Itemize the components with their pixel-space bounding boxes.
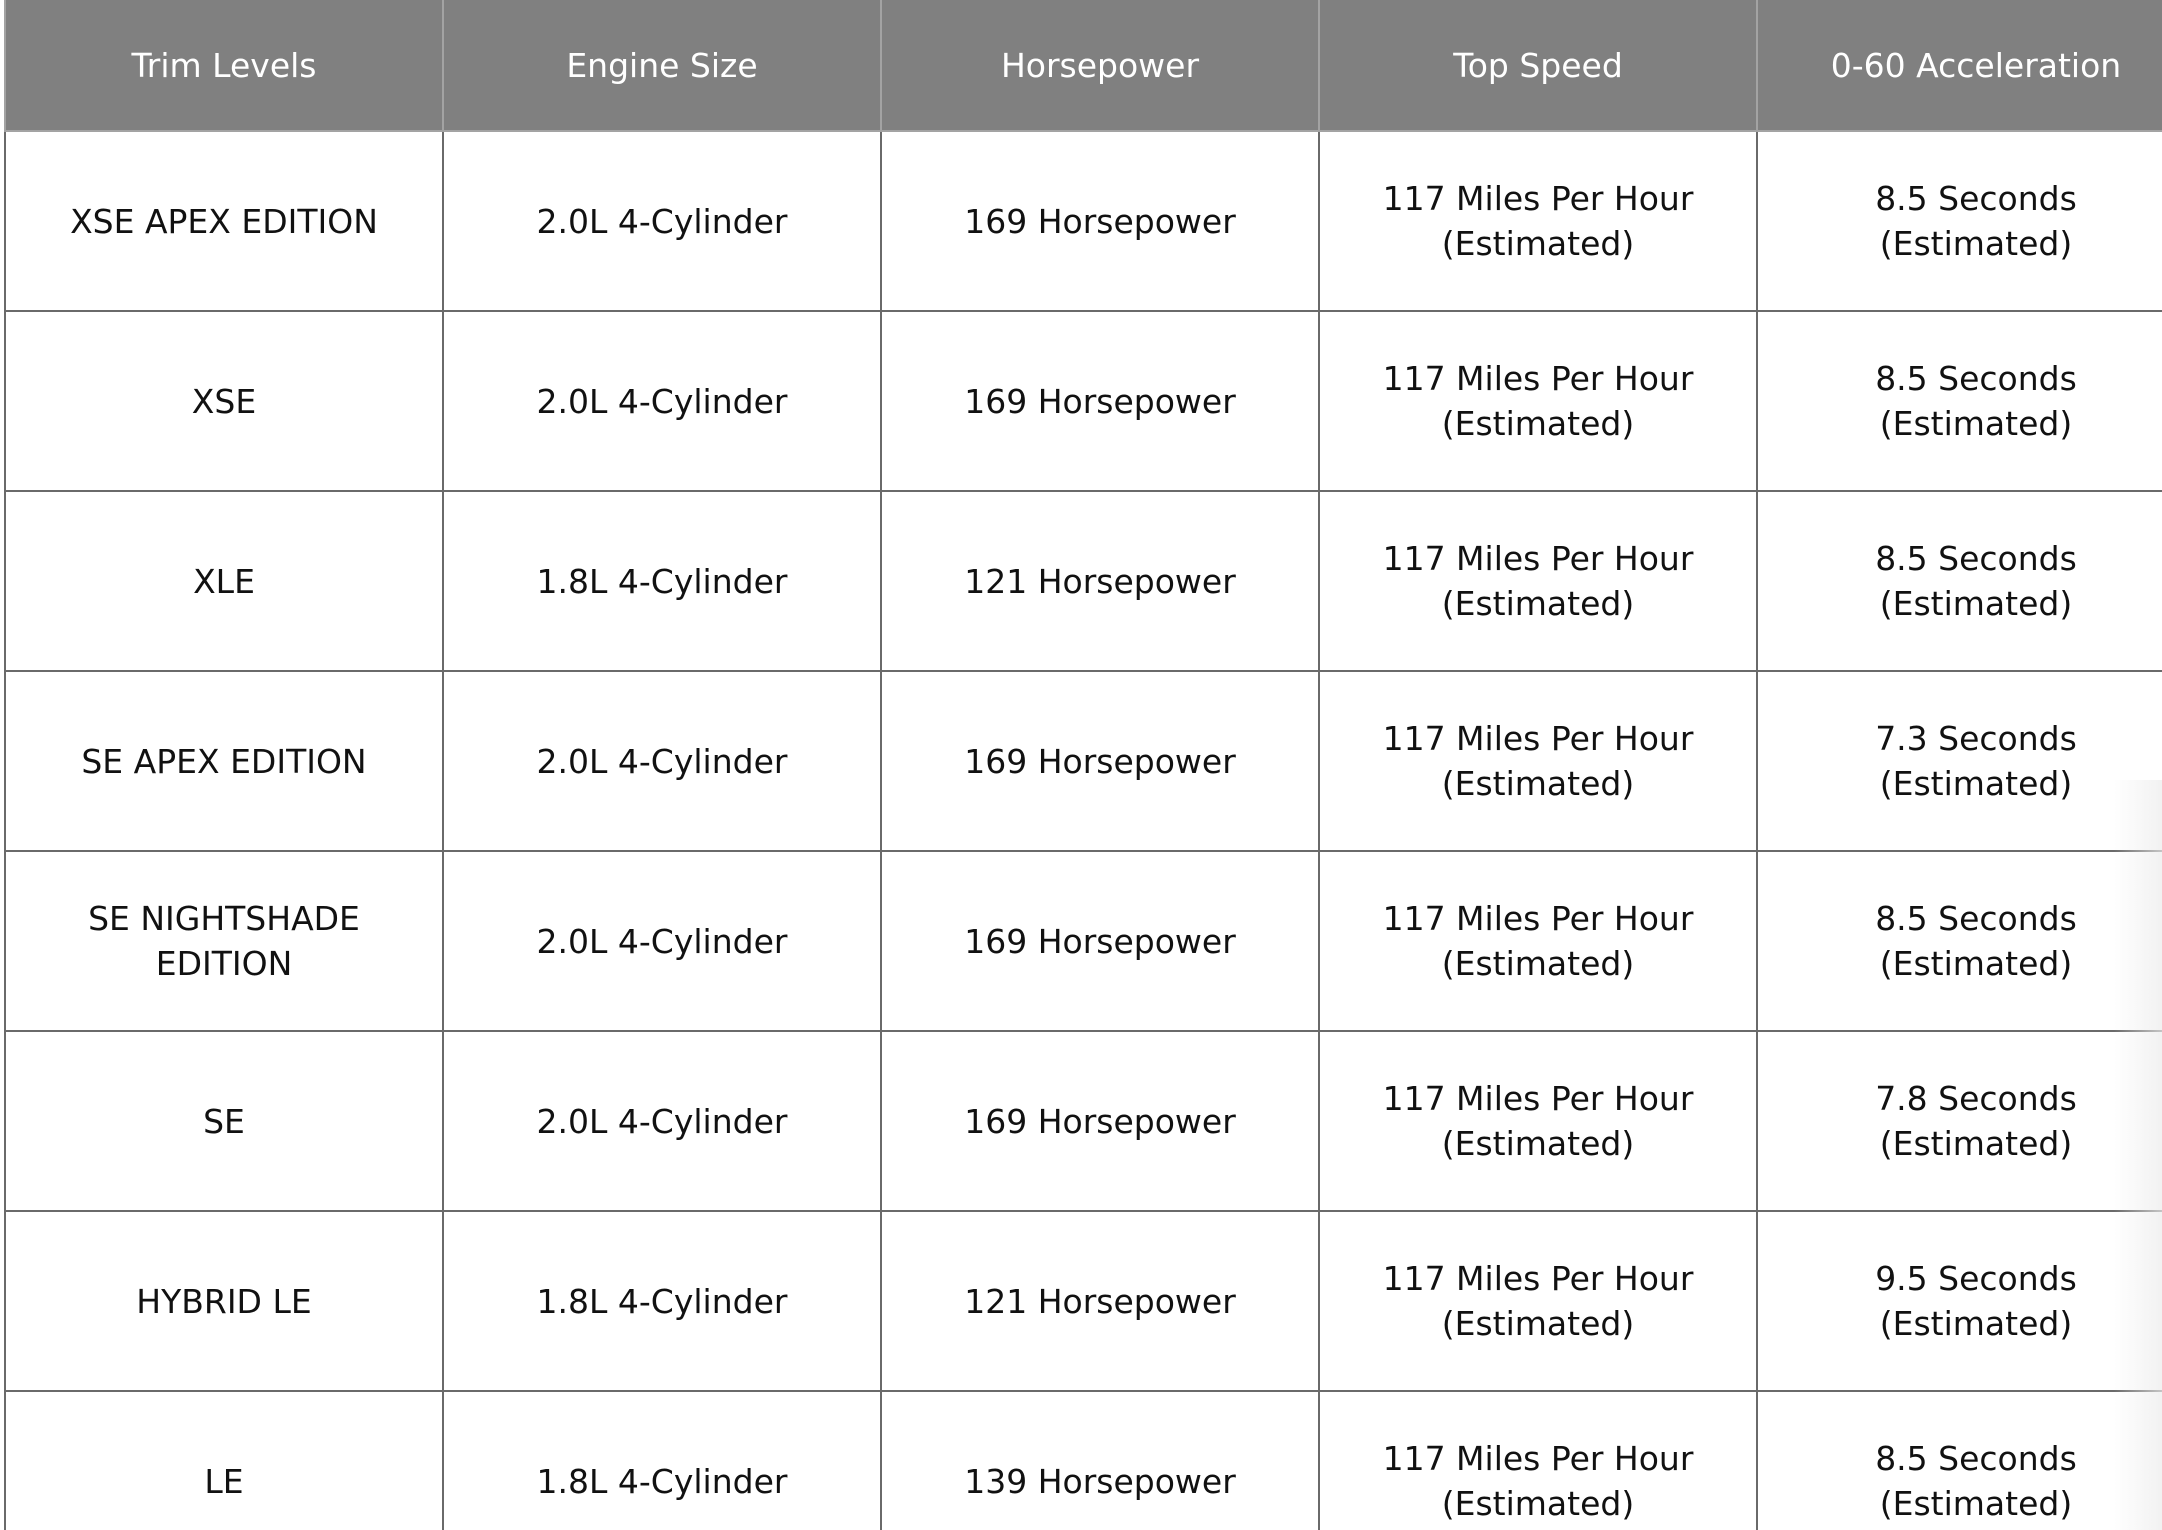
cell-top-speed-text: 117 Miles Per Hour	[1382, 179, 1694, 218]
cell-horsepower	[881, 311, 1319, 491]
header-engine-size: Engine Size	[443, 0, 881, 131]
cell-engine-size	[443, 131, 881, 311]
cell-trim	[5, 1031, 443, 1211]
cell-top-speed-text: (Estimated)	[1441, 404, 1635, 443]
cell-acceleration-text: (Estimated)	[1879, 944, 2073, 983]
cell-top-speed-text: (Estimated)	[1441, 1484, 1635, 1523]
cell-top-speed	[1319, 671, 1757, 851]
cell-engine-size-text: 1.8L 4-Cylinder	[536, 1461, 788, 1501]
cell-engine-size	[443, 1031, 881, 1211]
cell-acceleration-text: 8.5 Seconds	[1875, 539, 2077, 578]
cell-engine-size-text: 2.0L 4-Cylinder	[536, 381, 788, 421]
cell-horsepower-text: 169 Horsepower	[964, 921, 1236, 961]
cell-horsepower-text: 169 Horsepower	[964, 201, 1236, 241]
table-row	[5, 311, 2162, 491]
cell-acceleration	[1757, 311, 2162, 491]
cell-horsepower	[881, 1391, 1319, 1530]
cell-top-speed-text: (Estimated)	[1441, 1304, 1635, 1343]
cell-trim	[5, 1211, 443, 1391]
cell-top-speed-text: (Estimated)	[1441, 584, 1635, 623]
table-row	[5, 851, 2162, 1031]
cell-trim-text: XSE APEX EDITION	[70, 201, 378, 241]
cell-acceleration-text: 8.5 Seconds	[1875, 359, 2077, 398]
table-row	[5, 1391, 2162, 1530]
cell-horsepower-text: 121 Horsepower	[964, 561, 1236, 601]
cell-acceleration-text: (Estimated)	[1879, 224, 2073, 263]
cell-top-speed	[1319, 851, 1757, 1031]
cell-trim	[5, 131, 443, 311]
cell-horsepower	[881, 1031, 1319, 1211]
cell-top-speed-text: 117 Miles Per Hour	[1382, 899, 1694, 938]
cell-trim-text: EDITION	[155, 944, 293, 983]
cell-acceleration-text: (Estimated)	[1879, 1484, 2073, 1523]
cell-acceleration	[1757, 491, 2162, 671]
cell-acceleration	[1757, 1031, 2162, 1211]
cell-engine-size-text: 1.8L 4-Cylinder	[536, 1281, 788, 1321]
cell-trim-text: XSE	[191, 381, 257, 421]
cell-top-speed	[1319, 131, 1757, 311]
cell-top-speed-text: (Estimated)	[1441, 944, 1635, 983]
cell-horsepower-text: 169 Horsepower	[964, 1101, 1236, 1141]
cell-horsepower	[881, 1211, 1319, 1391]
cell-engine-size	[443, 491, 881, 671]
cell-horsepower	[881, 671, 1319, 851]
specs-table	[4, 0, 2162, 1530]
cell-trim	[5, 491, 443, 671]
table-row	[5, 1031, 2162, 1211]
cell-acceleration-text: 8.5 Seconds	[1875, 179, 2077, 218]
cell-acceleration-text: 7.8 Seconds	[1875, 1079, 2077, 1118]
cell-top-speed-text: 117 Miles Per Hour	[1382, 1079, 1694, 1118]
cell-trim	[5, 671, 443, 851]
header-acceleration: 0-60 Acceleration	[1757, 0, 2162, 131]
cell-top-speed	[1319, 311, 1757, 491]
cell-top-speed	[1319, 1031, 1757, 1211]
cell-engine-size	[443, 1391, 881, 1530]
cell-acceleration-text: (Estimated)	[1879, 404, 2073, 443]
cell-horsepower	[881, 491, 1319, 671]
header-trim-levels: Trim Levels	[5, 0, 443, 131]
table-row	[5, 491, 2162, 671]
cell-engine-size	[443, 851, 881, 1031]
cell-acceleration	[1757, 1211, 2162, 1391]
cell-horsepower-text: 139 Horsepower	[964, 1461, 1236, 1501]
table-row	[5, 131, 2162, 311]
cell-trim-text: SE APEX EDITION	[81, 741, 367, 781]
cell-engine-size-text: 2.0L 4-Cylinder	[536, 741, 788, 781]
cell-acceleration-text: (Estimated)	[1879, 1124, 2073, 1163]
cell-acceleration	[1757, 131, 2162, 311]
cell-engine-size	[443, 311, 881, 491]
cell-acceleration-text: 9.5 Seconds	[1875, 1259, 2077, 1298]
cell-acceleration-text: 7.3 Seconds	[1875, 719, 2077, 758]
cell-acceleration-text: 8.5 Seconds	[1875, 899, 2077, 938]
cell-acceleration	[1757, 851, 2162, 1031]
cell-acceleration-text: (Estimated)	[1879, 584, 2073, 623]
cell-acceleration-text: 8.5 Seconds	[1875, 1439, 2077, 1478]
cell-trim-text: XLE	[193, 561, 255, 601]
cell-top-speed-text: 117 Miles Per Hour	[1382, 719, 1694, 758]
header-top-speed: Top Speed	[1319, 0, 1757, 131]
cell-top-speed-text: 117 Miles Per Hour	[1382, 1259, 1694, 1298]
cell-top-speed-text: 117 Miles Per Hour	[1382, 359, 1694, 398]
cell-acceleration-text: (Estimated)	[1879, 764, 2073, 803]
cell-horsepower-text: 121 Horsepower	[964, 1281, 1236, 1321]
cell-trim	[5, 851, 443, 1031]
cell-trim	[5, 311, 443, 491]
cell-engine-size-text: 2.0L 4-Cylinder	[536, 201, 788, 241]
cell-acceleration-text: (Estimated)	[1879, 1304, 2073, 1343]
cell-top-speed	[1319, 1211, 1757, 1391]
table-body	[5, 131, 2162, 1530]
cell-top-speed-text: (Estimated)	[1441, 764, 1635, 803]
cell-trim-text: SE	[203, 1101, 245, 1141]
cell-engine-size	[443, 671, 881, 851]
table-row	[5, 671, 2162, 851]
cell-trim	[5, 1391, 443, 1530]
cell-trim-text: LE	[204, 1461, 244, 1501]
cell-horsepower	[881, 131, 1319, 311]
cell-top-speed	[1319, 1391, 1757, 1530]
cell-horsepower-text: 169 Horsepower	[964, 381, 1236, 421]
header-row	[5, 0, 2162, 131]
table-row	[5, 1211, 2162, 1391]
cell-trim-text: HYBRID LE	[136, 1281, 312, 1321]
cell-top-speed	[1319, 491, 1757, 671]
cell-top-speed-text: 117 Miles Per Hour	[1382, 1439, 1694, 1478]
cell-top-speed-text: (Estimated)	[1441, 224, 1635, 263]
cell-engine-size	[443, 1211, 881, 1391]
cell-top-speed-text: 117 Miles Per Hour	[1382, 539, 1694, 578]
cell-acceleration	[1757, 671, 2162, 851]
cell-engine-size-text: 1.8L 4-Cylinder	[536, 561, 788, 601]
cell-trim-text: SE NIGHTSHADE	[88, 899, 360, 938]
cell-horsepower	[881, 851, 1319, 1031]
cell-top-speed-text: (Estimated)	[1441, 1124, 1635, 1163]
header-horsepower: Horsepower	[881, 0, 1319, 131]
cell-horsepower-text: 169 Horsepower	[964, 741, 1236, 781]
cell-acceleration	[1757, 1391, 2162, 1530]
cell-engine-size-text: 2.0L 4-Cylinder	[536, 1101, 788, 1141]
cell-engine-size-text: 2.0L 4-Cylinder	[536, 921, 788, 961]
